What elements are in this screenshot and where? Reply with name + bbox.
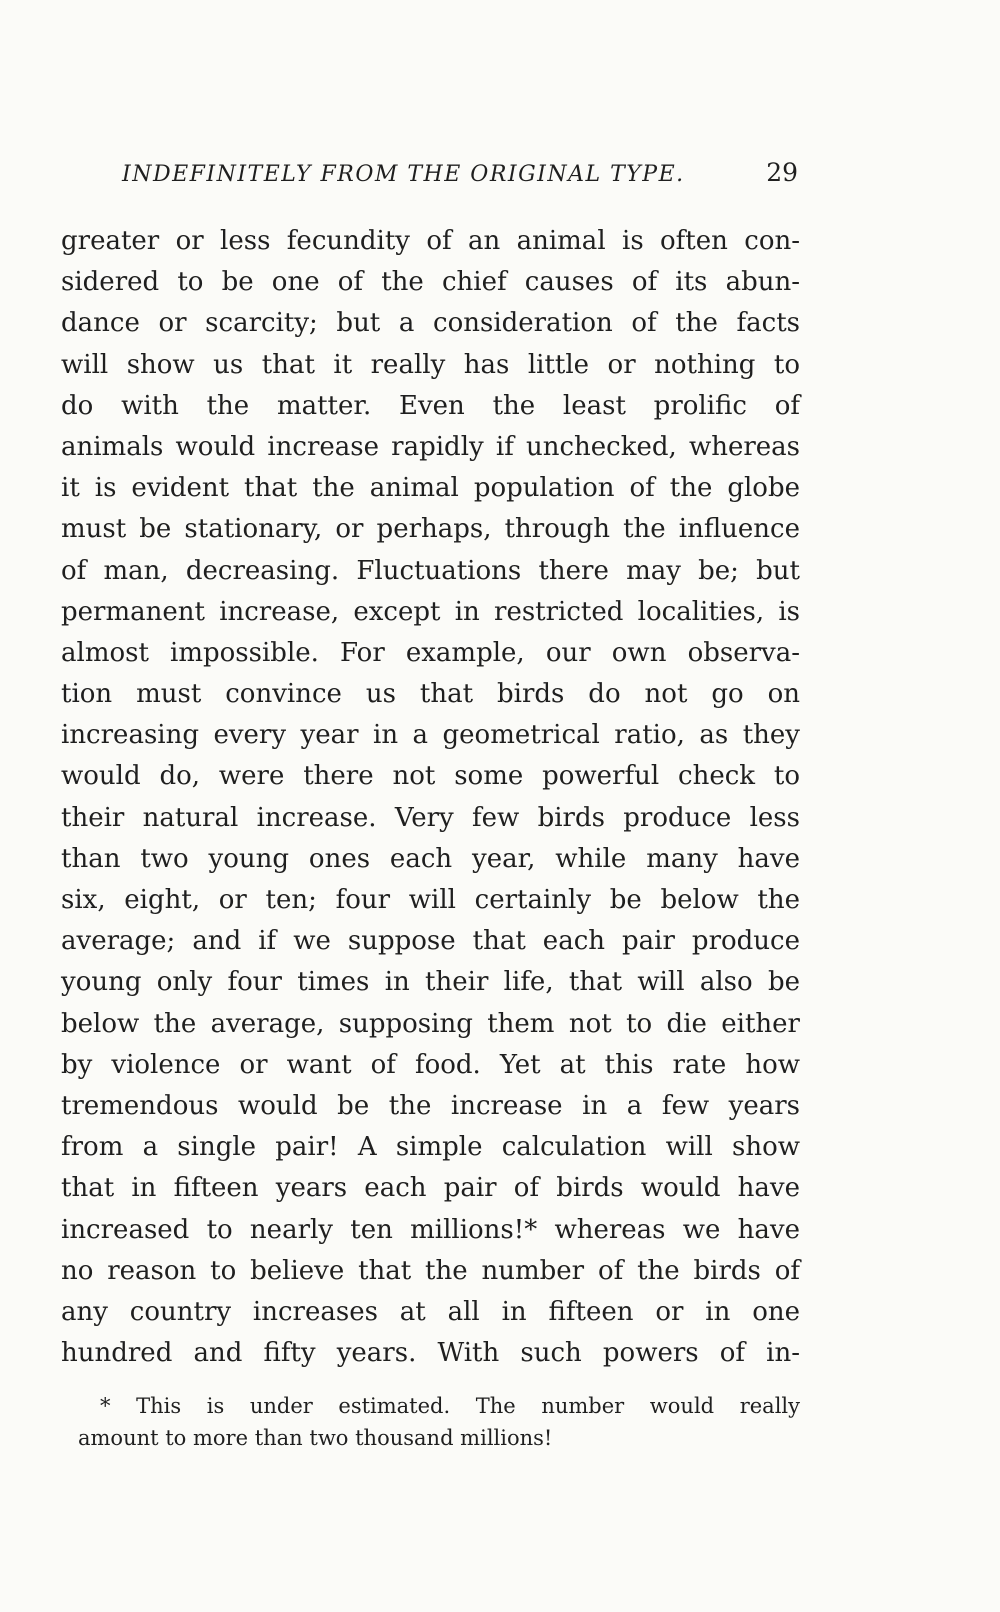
- page-number: 29: [766, 158, 798, 187]
- body-line: that in fifteen years each pair of birds would have: [61, 1173, 800, 1204]
- body-line: almost impossible. For example, our own observa-: [61, 637, 800, 668]
- body-line: will show us that it really has little or nothing to: [61, 349, 800, 380]
- body-line: hundred and fifty years. With such powers of in-: [61, 1338, 800, 1369]
- body-line: would do, were there not some powerful check to: [61, 761, 800, 792]
- body-line: increased to nearly ten millions!* whereas we have: [61, 1214, 800, 1245]
- body-line: animals would increase rapidly if unchecked, whereas: [61, 431, 800, 462]
- body-line: must be stationary, or perhaps, through the influence: [61, 514, 800, 545]
- footnote: [78, 1390, 800, 1454]
- body-line: six, eight, or ten; four will certainly be below the: [61, 885, 800, 915]
- running-head: [122, 156, 798, 196]
- body-line: below the average, supposing them not to die either: [61, 1008, 800, 1039]
- body-line: tion must convince us that birds do not go on: [61, 679, 800, 710]
- body-line: tremendous would be the increase in a few years: [61, 1090, 800, 1121]
- body-line: from a single pair! A simple calculation will show: [61, 1132, 800, 1163]
- body-line: do with the matter. Even the least prolific of: [61, 390, 800, 421]
- body-line: increasing every year in a geometrical ratio, as they: [61, 720, 800, 751]
- body-line: any country increases at all in fifteen or in one: [61, 1296, 800, 1327]
- body-line: than two young ones each year, while many have: [61, 843, 800, 874]
- body-line: their natural increase. Very few birds produce less: [61, 802, 800, 833]
- running-title: INDEFINITELY FROM THE ORIGINAL TYPE.: [122, 162, 685, 187]
- body-line: permanent increase, except in restricted localities, is: [61, 596, 800, 627]
- body-text: [61, 221, 800, 1374]
- body-line: no reason to believe that the number of the birds of: [61, 1255, 800, 1286]
- body-line: sidered to be one of the chief causes of its abun-: [61, 267, 800, 298]
- body-line: young only four times in their life, that will also be: [61, 967, 800, 998]
- footnote-line: * This is under estimated. The number would really: [100, 1394, 800, 1418]
- body-line: it is evident that the animal population of the globe: [61, 473, 800, 504]
- body-line: by violence or want of food. Yet at this rate how: [61, 1049, 800, 1080]
- footnote-line: amount to more than two thousand millions!: [78, 1426, 553, 1450]
- body-line: greater or less fecundity of an animal is often con-: [61, 226, 800, 256]
- body-line: average; and if we suppose that each pair produce: [61, 926, 800, 957]
- body-line: of man, decreasing. Fluctuations there may be; but: [61, 555, 800, 586]
- body-line: dance or scarcity; but a consideration of the facts: [61, 308, 800, 339]
